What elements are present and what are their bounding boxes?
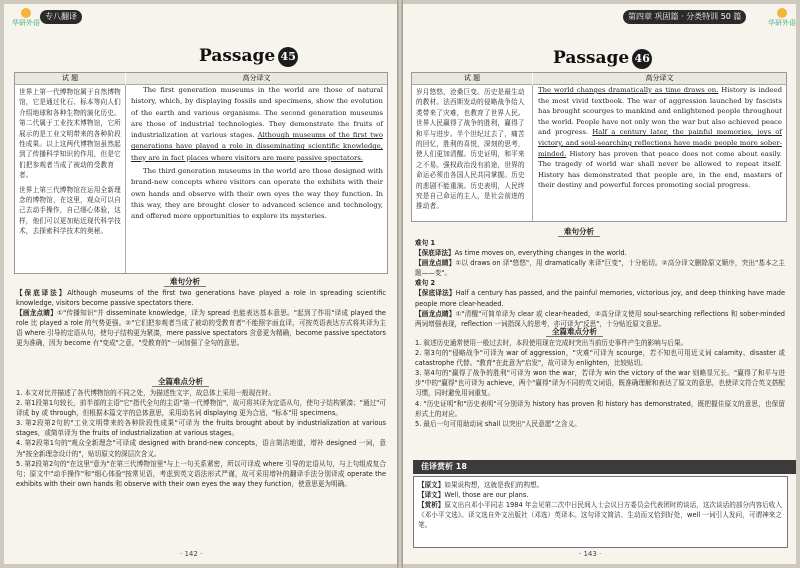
passage-title: Passage 46 bbox=[553, 48, 652, 69]
analysis-item: 4. "历史证明"和"历史表明"可分别译为 history has proven 和 history has demonstrated，既把握住原文的意思，也保留形式上的对应。 bbox=[415, 399, 785, 418]
logo-icon bbox=[21, 8, 31, 18]
overall-analysis bbox=[415, 338, 785, 429]
logo-icon bbox=[777, 8, 787, 18]
passage-number: 45 bbox=[278, 47, 298, 67]
passage-number: 46 bbox=[632, 49, 652, 69]
difficulty-analysis: 难句 1 【保底译法】As time moves on, everything changes in the world. 【画龙点睛】①以 draws on 译"悠悠"，用 dramatically 来译"巨变"，十分贴切。②高分译文删除原文顺序，突出"基本之主题——变"。 难句 2 【保底译法】Half a century has passed, and the painful memories, victorious joy, and deep thinking have made people more clear-headed. 【画龙点睛】①"清醒"可简单译为 clear 或 clear-headed，②高分译文使用 soul-searching reflections 和 sober-minded 两词增强表现，reflection 一词指深入的思考，亦可译为"反思"，十分贴近原文意思。 bbox=[415, 239, 785, 328]
analysis-item: 2. 第3句的"侵略战争"可译为 war of aggression，"灾难"可译为 scourge，若不知也可用近义词 calamity、disaster 或 catastrophe 代替。"教育"在此意为"启发"，故可译为 enlighten，比较贴切。 bbox=[415, 349, 785, 368]
chapter-badge: 第四章 巩固篇 · 分类特训 50 篇 bbox=[623, 10, 746, 24]
overall-analysis bbox=[16, 388, 386, 489]
translation-text: The world changes dramatically as time draws on. History is indeed the most vivid textbook. The war of aggression launched by fascists has brought scourges to mankind and enlightened people throughout the world. People have not only won the war but also achieved peace and progress. Half a century later, the painful memories, joys of victory, and soul-searching reflections have made people more sober-minded. History has proven that peace does not come about easily. The tragedy of world war shall never be allowed to repeat itself. History has demonstrated that people are, in the end, masters of their destiny and powerful forces promoting social progress. bbox=[538, 86, 782, 190]
key-sentence: Although museums of the first two generations have played a role in disseminating scientific knowledge, they are in fact places where visitors are mere passive spectators. bbox=[131, 131, 383, 162]
box-header-source: 试 题 bbox=[15, 73, 125, 85]
overall-heading: 全篇难点分析 bbox=[546, 326, 603, 337]
publisher-logo: 华研外语 bbox=[768, 8, 796, 28]
analysis-item: 2. 第1段第1句较长，前半部的主语"它"指代全句的主语"第一代博物馆"，故可将其译为定语从句，使句子结构紧凑；"通过"可译成 by 或 through，但根据本篇文字的总体意思，采用动名词 displaying 更为合适，"标本"用 specimens。 bbox=[16, 399, 386, 418]
left-page bbox=[4, 4, 397, 564]
tip-box: 【原文】如果说构想，这就是我们的构想。 【译文】Well, those are our plans. 【赏析】原文出自邓小平同志 1984 年会见第二次中日民间人士会议日方委员会代表团时的谈话，这次谈话的部分内容后收入《邓小平文选》。译文选自外文出版社（邓选）英译本。这句译文简洁、生动而又恰到好处，well 一词引人发问，可谓神来之笔。 bbox=[413, 476, 788, 548]
tip-banner: 佳译赏析 18 bbox=[413, 460, 796, 474]
analysis-item: 5. 最后一句可用助动词 shall 以突出"人民意愿"之含义。 bbox=[415, 419, 581, 428]
chapter-badge: 专八翻译 bbox=[40, 10, 82, 24]
overall-heading: 全篇难点分析 bbox=[152, 376, 209, 387]
analysis-item: 3. 第4句的"赢得了战争的胜利"可译为 won the war，若译为 win the victory of the war 则略显冗长。"赢得了和平与进步"中的"赢得"也可译为 achieve，两个"赢得"译为不同的英文词语，既准确理解和表达了原文的意思，也使译文符合英文搭配习惯，同时避免用词重复。 bbox=[415, 369, 785, 398]
difficulty-heading: 难句分析 bbox=[558, 226, 600, 237]
source-text-2: 世界上第三代博物馆在运用全新理念的博物馆，在这里，观众可以自己去动手操作，自己细心体验，这样，他们可以更加贴近现代科学技术，去探索科学技术的奥秘。 bbox=[19, 185, 121, 236]
difficulty-analysis: 【保底译法】Although museums of the first two generations have played a role in spreading scientific knowledge, visitors become passive spectators there. 【画龙点睛】①"传播知识"并 disseminate knowledge，译为 spread 也能表达基本意思。"起到了作用"译成 played the role 比 played a role 的气势更强。②"它们把参观者当成了被动的受教育者"不能照字面直译，可按英语表达方式将其译为主语 where 引导的定语从句，使句子结构更为紧凑，mere passive spectators 含意更为精确，become passive spectators 更为准确，因为 become 有"变成"之意，"受教育的"一词加强了全句的意思。 bbox=[16, 289, 386, 348]
box-header-translation: 高分译文 bbox=[533, 73, 786, 85]
page-number: · 142 · bbox=[180, 550, 203, 558]
publisher-logo: 华研外语 bbox=[12, 8, 40, 28]
analysis-item: 1. 本文对比并描述了各代博物馆的不同之处，为描述性文字，故总体上采用一般现在时。 bbox=[16, 389, 275, 397]
key-sentence-2: Half a century later, the painful memories, joys of victory, and soul-searching reflections have made people more sober-minded. bbox=[538, 128, 782, 158]
analysis-item: 4. 第2段第1句的"观众全新理念"可译成 designed with brand-new concepts，语言简洁地道，增补 designed 一词，意为"按全新理念设计的"，贴切原文的深层次含义。 bbox=[16, 439, 386, 458]
source-text: 岁月悠悠，沧桑巨变。历史是最生动的教材。法西斯发动的侵略战争给人类带来了灾难，也教育了世界人民。世界人民赢得了战争的胜利，赢得了和平与进步。半个世纪过去了，痛苦的回忆，胜利的喜悦，深刻的思考，使人们更加清醒。历史证明，和平来之不易。强权政治没有前途，世界的命运必须由各国人民共同掌握。历史的悲剧不能重演。历史表明，人民终究是自己命运的主人，是社会前进的推动者。 bbox=[416, 88, 525, 211]
key-sentence-1: The world changes dramatically as time draws on. bbox=[538, 86, 719, 94]
page-number: · 143 · bbox=[579, 550, 602, 558]
exercise-box bbox=[14, 72, 388, 274]
box-header-source: 试 题 bbox=[412, 73, 532, 85]
difficulty-heading: 难句分析 bbox=[164, 276, 206, 287]
translation-text: The first generation museums in the world are those of natural history, which, by displaying fossils and specimens, show the evolution of the earth and various organisms. The second generation museums are those of industrial technologies. They demonstrate the fruits of industrialization at various stages. Although museums of the first two generations have played a role in disseminating scientific knowledge, they are in fact places where visitors are mere passive spectators. The third generation museums in the world are those designed with brand-new concepts where visitors can operate the exhibits with their own hands and observe with their own eyes the way they function. In this way, they are brought closer to advanced science and technology, and offered more opportunities to explore its mysteries. bbox=[131, 86, 383, 221]
right-page bbox=[403, 4, 796, 564]
box-header-translation: 高分译文 bbox=[126, 73, 387, 85]
passage-title: Passage 45 bbox=[199, 46, 298, 67]
analysis-item: 1. 叙述历史通常使用一般过去时，本段使用现在完成时突出当前历史事件产生的影响与后果。 bbox=[415, 339, 688, 347]
analysis-item: 3. 第2段第2句的"工业文明带来的各种阶段性成果"可译为 the fruits brought about by industrialization at various stages，或简单译为 the fruits of industrialization at various stages。 bbox=[16, 419, 386, 438]
exercise-box bbox=[411, 72, 787, 222]
source-text-1: 世界上第一代博物馆属于自然博物馆，它是通过化石、标本等向人们介绍地球和各种生物的演化历史。第二代属于工业技术博物馆，它所展示的是工业文明带来的各种阶段性成果。以上这两代博物馆虽然起到了传播科学知识的作用，但是它们把参观者当成了被动的受教育者。 bbox=[19, 88, 121, 180]
analysis-item: 5. 第2段第2句的"在这里"意为"在第三代博物馆里"与上一句关系紧密，所以可译成 where 引导的定语从句，与上句组成复合句；原文中"动手操作"和"细心体验"按常见语，考虑到英文语法形式严谨，故可采用增补的翻译手法分别译成 operate the exhibits with their own hands 和 observe with their own eyes the way they function，使意思更为明确。 bbox=[16, 459, 386, 488]
